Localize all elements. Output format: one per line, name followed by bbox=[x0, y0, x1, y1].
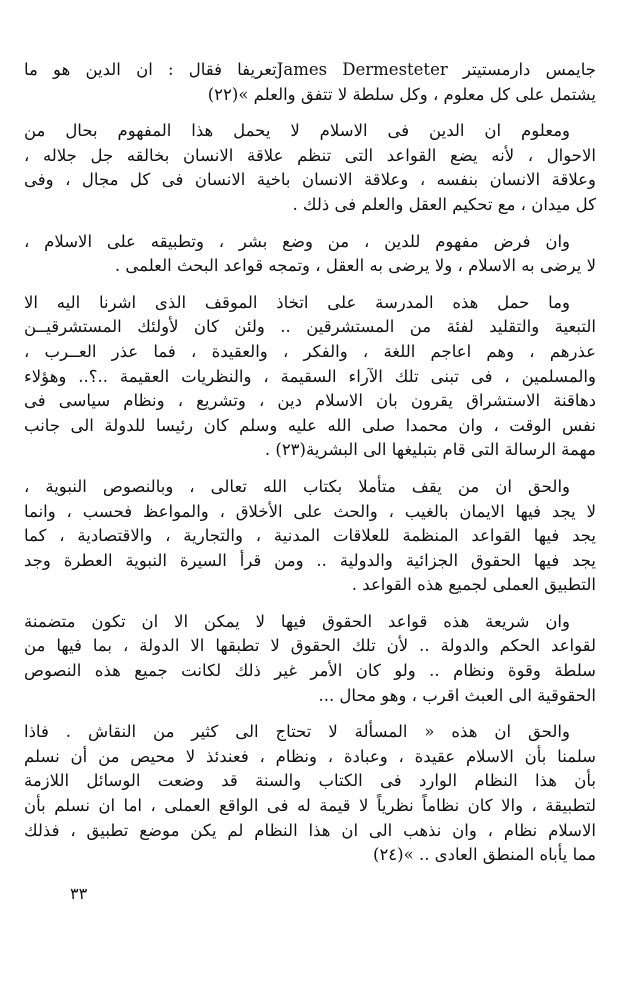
text-line: وعلاقة الانسان بنفسه ، وعلاقة الانسان باخية الانسان فى كل مجال ، وفى bbox=[24, 170, 596, 190]
text-line: الحقوقية الى العبث اقرب ، وهو محال ... bbox=[318, 685, 596, 705]
paragraph bbox=[24, 475, 596, 598]
text-line: والحق ان من يقف متأملا بكتاب الله تعالى ، وبالنصوص النبوية ، bbox=[24, 476, 570, 496]
text-line: والحق ان هذه « المسألة لا تحتاج الى كثير من النقاش . فاذا bbox=[24, 722, 570, 742]
text-line: ومعلوم ان الدين فى الاسلام لا يحمل هذا المفهوم بحال من bbox=[24, 121, 570, 141]
text-line: وان شريعة هذه قواعد الحقوق فيها لا يمكن الا ان تكون متضمنة bbox=[24, 611, 570, 631]
paragraph bbox=[24, 291, 596, 463]
text-line: سلطة وقوة ونظام .. ولو كان الأمر غير ذلك لكانت جميع هذه النصوص bbox=[24, 661, 596, 681]
body-text bbox=[24, 58, 596, 868]
text-line: يجد فيها القواعد المنظمة للعلاقات المدنية ، والتجارية ، والاقتصادية ، كما bbox=[24, 526, 596, 546]
text-line: عذرهم ، وهم اعاجم اللغة ، والفكر ، والعقيدة ، فما عذر العــرب ، bbox=[24, 341, 596, 361]
text-line: كل ميدان ، مع تحكيم العقل والعلم فى ذلك . bbox=[292, 194, 596, 214]
text-line: الاسلام نظام ، وان نذهب الى ان هذا النظام لم يكن موضع تطبيق ، فذلك bbox=[24, 820, 596, 840]
text-line: مما يأباه المنطق العادى .. »(٢٤) bbox=[373, 845, 596, 865]
text-line: بأن هذا النظام الوارد فى الكتاب والسنة قد وضعت الوسائل اللازمة bbox=[24, 771, 596, 791]
text-line: جايمس دارمستيتر James Dermesteterتعريفا فقال : ان الدين هو ما bbox=[24, 60, 596, 79]
paragraph bbox=[24, 58, 596, 107]
text-line: نفس الوقت ، وان محمدا صلى الله عليه وسلم كان رئيسا للدولة الى جانب bbox=[24, 415, 596, 435]
text-line: التطبيق العملى لجميع هذه القواعد . bbox=[351, 575, 596, 595]
paragraph bbox=[24, 230, 596, 279]
paragraph bbox=[24, 720, 596, 868]
paragraph bbox=[24, 119, 596, 217]
paragraph bbox=[24, 610, 596, 708]
text-line: والمسلمين ، فى تبنى تلك الآراء السقيمة ، والنظريات العقيمة ..؟.. وهؤلاء bbox=[24, 366, 596, 386]
text-line: مهمة الرسالة التى قام بتبليغها الى البشرية(٢٣) . bbox=[264, 440, 596, 460]
text-line: لتطبيقة ، والا كان نظاماً نظرياً لا قيمة له فى الواقع العملى ، اما ان نسلم بأن bbox=[24, 796, 596, 816]
text-line: التبعية والتقليد لفئة من المستشرقين .. ولئن كان لأولئك المستشرقيــن bbox=[24, 317, 596, 337]
text-line: الاحوال ، لأنه يضع القواعد التى تنظم علاقة الانسان بخالقه جل جلاله ، bbox=[24, 145, 596, 165]
text-line: يجد فيها الحقوق الجزائية والدولية .. ومن قرأ السيرة النبوية العطرة وجد bbox=[24, 550, 596, 570]
text-line: لا يجد فيها الايمان بالغيب ، والحث على الأخلاق ، والمواعظ فحسب ، وانما bbox=[24, 501, 596, 521]
text-line: سلمنا بأن الاسلام عقيدة ، وعبادة ، ونظام ، فعندئذ لا محيص من أن نسلم bbox=[24, 746, 596, 766]
text-line: وان فرض مفهوم للدين ، من وضع بشر ، وتطبيقه على الاسلام ، bbox=[24, 231, 570, 251]
text-line: دهاقنة الاستشراق يقرون بان الاسلام دين ، وتشريع ، ونظام سياسى فى bbox=[24, 391, 596, 411]
page-number: ٣٣ bbox=[70, 884, 88, 903]
text-line: لقواعد الحكم والدولة .. لأن تلك الحقوق لا تطبقها الا الدولة ، بما فيها من bbox=[24, 636, 596, 656]
text-line: لا يرضى به الاسلام ، ولا يرضى به العقل ، وتمجه قواعد البحث العلمى . bbox=[114, 256, 596, 276]
text-line: وما حمل هذه المدرسة على اتخاذ الموقف الذى اشرنا اليه الا bbox=[24, 292, 570, 312]
text-line: يشتمل على كل معلوم ، وكل سلطة لا تتفق والعلم »(٢٢) bbox=[207, 84, 596, 104]
